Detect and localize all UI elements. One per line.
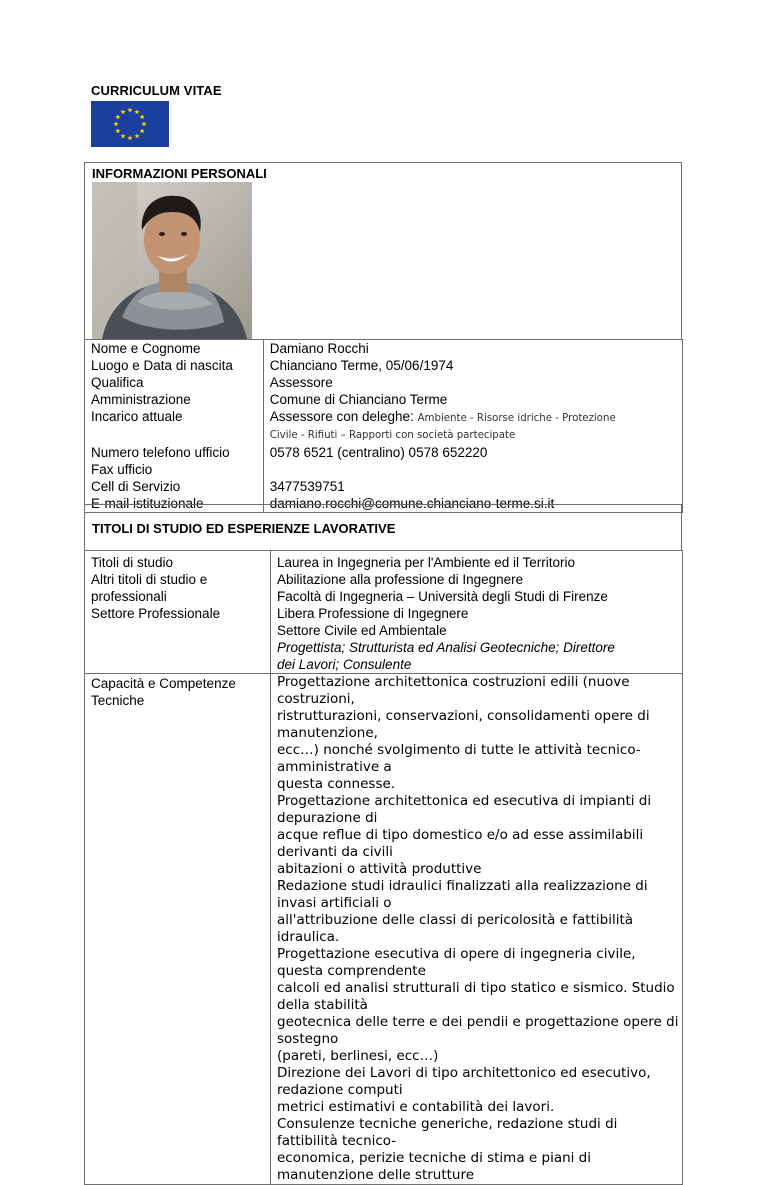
education-table bbox=[84, 550, 683, 1185]
competenze-line: Progettazione architettonica costruzioni edili (nuove costruzioni, bbox=[277, 674, 630, 707]
section-title-education: TITOLI DI STUDIO ED ESPERIENZE LAVORATIVE bbox=[92, 521, 396, 536]
competenze-line: all'attribuzione delle classi di pericolosità e fattibilità idraulica. bbox=[277, 912, 634, 945]
label-altri-1: Altri titoli di studio e bbox=[91, 572, 208, 587]
label-fax: Fax ufficio bbox=[91, 462, 153, 477]
value-email: damiano.rocchi@comune.chianciano-terme.si.it bbox=[269, 496, 555, 511]
competenze-line: economica, perizie tecniche di stima e piani di manutenzione delle strutture bbox=[277, 1150, 592, 1183]
value-amministrazione: Comune di Chianciano Terme bbox=[269, 392, 448, 407]
label-cell: Cell di Servizio bbox=[91, 479, 181, 494]
table-row bbox=[85, 444, 683, 513]
value-ruoli-1: Progettista; Strutturista ed Analisi Geotecniche; Direttore bbox=[277, 640, 615, 655]
value-ruoli-2: dei Lavori; Consulente bbox=[277, 657, 412, 672]
label-titoli: Titoli di studio bbox=[91, 555, 174, 570]
value-incarico-deleghe-1: Ambiente - Risorse idriche - Protezione bbox=[417, 413, 616, 424]
value-nome: Damiano Rocchi bbox=[269, 341, 369, 356]
label-capacita-1: Capacità e Competenze bbox=[91, 676, 236, 691]
competenze-line: Direzione dei Lavori di tipo architettonico ed esecutivo, redazione computi bbox=[277, 1065, 651, 1098]
profile-photo bbox=[92, 182, 252, 339]
label-amministrazione: Amministrazione bbox=[91, 392, 191, 407]
competenze-line: ristrutturazioni, conservazioni, consolidamenti opere di manutenzione, bbox=[277, 708, 650, 741]
label-incarico: Incarico attuale bbox=[91, 409, 183, 424]
personal-info-table bbox=[84, 339, 683, 513]
value-laurea: Laurea in Ingegneria per l'Ambiente ed il Territorio bbox=[277, 555, 576, 570]
value-incarico-deleghe-2: Civile - Rifiuti – Rapporti con società partecipate bbox=[269, 430, 516, 441]
competenze-line: calcoli ed analisi strutturali di tipo statico e sismico. Studio della stabilità bbox=[277, 980, 675, 1013]
value-fax bbox=[270, 461, 682, 478]
education-header-box bbox=[84, 504, 682, 551]
table-row bbox=[85, 674, 683, 1185]
value-incarico: Assessore con deleghe: bbox=[269, 409, 414, 424]
competenze-line: questa connesse. bbox=[277, 776, 396, 792]
value-luogo: Chianciano Terme, 05/06/1974 bbox=[269, 358, 454, 373]
competenze-line: abitazioni o attività produttive bbox=[277, 861, 482, 877]
value-libera: Libera Professione di Ingegnere bbox=[277, 606, 469, 621]
value-telefono: 0578 6521 (centralino) 0578 652220 bbox=[269, 445, 488, 460]
label-altri-2: professionali bbox=[91, 589, 167, 604]
competenze-line: metrici estimativi e contabilità dei lavori. bbox=[277, 1099, 555, 1115]
competenze-line: Redazione studi idraulici finalizzati alla realizzazione di invasi artificiali o bbox=[277, 878, 648, 911]
competenze-line: acque reflue di tipo domestico e/o ad esse assimilabili derivanti da civili bbox=[277, 827, 644, 860]
label-nome: Nome e Cognome bbox=[91, 341, 201, 356]
section-title-personal: INFORMAZIONI PERSONALI bbox=[92, 166, 267, 181]
value-qualifica: Assessore bbox=[269, 375, 333, 390]
value-settore: Settore Civile ed Ambientale bbox=[277, 623, 447, 638]
competenze-line: Consulenze tecniche generiche, redazione studi di fattibilità tecnico- bbox=[277, 1116, 618, 1149]
table-row bbox=[85, 340, 683, 445]
document-title: CURRICULUM VITAE bbox=[91, 83, 222, 98]
competenze-list bbox=[271, 674, 683, 1185]
value-cell: 3477539751 bbox=[269, 479, 345, 494]
competenze-line: ecc…) nonché svolgimento di tutte le attività tecnico-amministrative a bbox=[277, 742, 641, 775]
label-luogo: Luogo e Data di nascita bbox=[91, 358, 233, 373]
label-qualifica: Qualifica bbox=[91, 375, 144, 390]
label-capacita-2: Tecniche bbox=[91, 693, 145, 708]
eu-flag-icon bbox=[91, 101, 169, 147]
competenze-line: Progettazione esecutiva di opere di ingegneria civile, questa comprendente bbox=[277, 946, 636, 979]
table-row bbox=[85, 551, 683, 674]
label-email: E-mail istituzionale bbox=[91, 496, 204, 511]
label-settore: Settore Professionale bbox=[91, 606, 221, 621]
competenze-line: geotecnica delle terre e dei pendii e progettazione opere di sostegno bbox=[277, 1014, 679, 1047]
label-telefono: Numero telefono ufficio bbox=[91, 445, 230, 460]
competenze-line: Progettazione architettonica ed esecutiva di impianti di depurazione di bbox=[277, 793, 652, 826]
value-abilitazione: Abilitazione alla professione di Ingegnere bbox=[277, 572, 524, 587]
value-facolta: Facoltà di Ingegneria – Università degli Studi di Firenze bbox=[277, 589, 608, 604]
competenze-line: (pareti, berlinesi, ecc…) bbox=[277, 1048, 439, 1064]
